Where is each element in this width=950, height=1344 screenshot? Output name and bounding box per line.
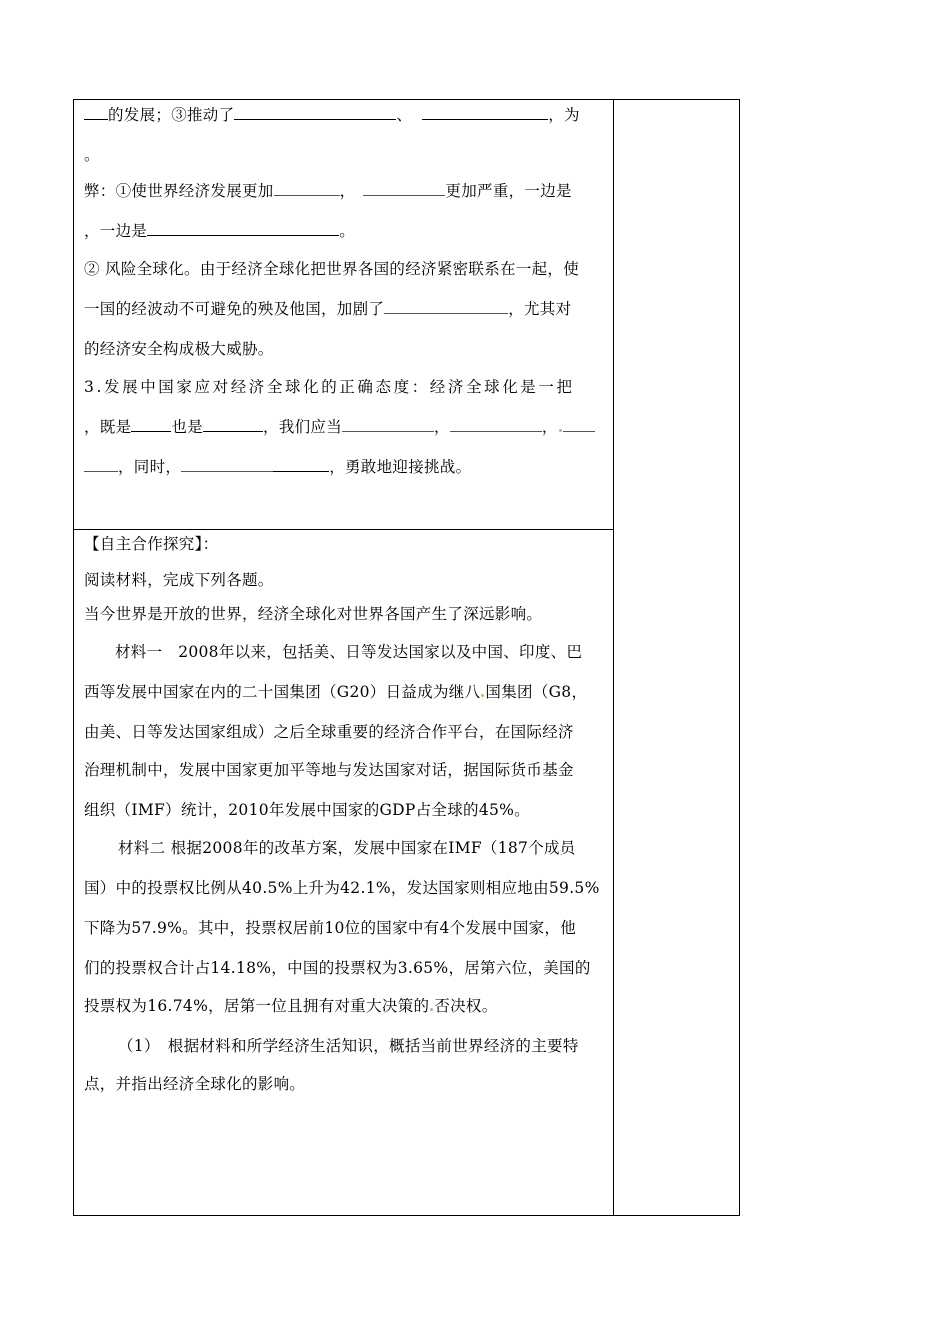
instruction: 阅读材料，完成下列各题。 [84, 571, 274, 589]
blank [363, 194, 445, 196]
text: ， [434, 418, 450, 436]
blank [131, 430, 171, 432]
material-1-line-1: 材料一 2008年以来，包括美、日等发达国家以及中国、印度、巴 [115, 643, 583, 661]
line-8: 3.发展中国家应对经济全球化的正确态度：经济全球化是一把 [84, 378, 575, 396]
material-2-line-3: 下降为57.9%。其中，投票权居前10位的国家中有4个发展中国家，他 [84, 919, 577, 937]
text: ，我们应当 [263, 418, 343, 436]
text: ，勇敢地迎接挑战。 [329, 458, 472, 476]
text: ， [339, 182, 356, 200]
line-5: ② 风险全球化。由于经济全球化把世界各国的经济紧密联系在一起，使 [84, 260, 580, 278]
blank [147, 234, 339, 236]
text: 也是 [171, 418, 204, 436]
material-2-line-4: 们的投票权合计占14.18%，中国的投票权为3.65%，居第六位，美国的 [84, 959, 591, 977]
text: ， [541, 418, 558, 436]
text: ，尤其对 [508, 300, 572, 318]
text: ，同时， [118, 458, 182, 476]
blank [84, 118, 108, 120]
blank [384, 312, 508, 314]
line-4 [84, 220, 606, 242]
blank [274, 194, 340, 196]
material-2-line-5 [84, 995, 606, 1017]
text: 弊：①使世界经济发展更加 [84, 182, 274, 200]
document-table [73, 99, 740, 1216]
intro: 当今世界是开放的世界，经济全球化对世界各国产生了深远影响。 [84, 605, 543, 623]
question-1-line-1: （1） 根据材料和所学经济生活知识，概括当前世界经济的主要特 [118, 1037, 579, 1055]
section-heading: 【自主合作探究】： [84, 535, 219, 553]
line-10 [84, 456, 606, 478]
text: 更加严重，一边是 [445, 182, 572, 200]
text: 西等发展中国家在内的二十国集团（G20）日益成为继八 [84, 683, 481, 701]
material-2-line-1: 材料二 根据2008年的改革方案，发展中国家在IMF（187个成员 [118, 839, 576, 857]
text: 投票权为16.74%，居第一位且拥有对重大决策的 [84, 997, 430, 1015]
text: 国集团（G8， [485, 683, 588, 701]
blank [84, 470, 118, 472]
line-1 [84, 104, 606, 126]
line-7: 的经济安全构成极大威胁。 [84, 340, 274, 358]
text: 。 [339, 222, 356, 240]
blank [181, 470, 273, 472]
text: ，为 [548, 106, 580, 124]
dot-mark [481, 694, 484, 697]
blank [234, 118, 396, 120]
text: ，一边是 [84, 222, 148, 240]
line-6 [84, 298, 606, 320]
blank [203, 430, 263, 432]
line-2: 。 [84, 146, 100, 164]
line-3 [84, 180, 606, 202]
material-1-line-2 [84, 681, 606, 703]
dot-mark [430, 1008, 433, 1011]
text: 、 [396, 106, 413, 124]
text: 的发展；③推动了 [108, 106, 235, 124]
material-1-line-5: 组织（IMF）统计，2010年发展中国家的GDP占全球的45%。 [84, 801, 530, 819]
blank [450, 430, 542, 432]
text: 一国的经波动不可避免的殃及他国，加剧了 [84, 300, 385, 318]
dot-mark [559, 429, 562, 432]
text: ，既是 [84, 418, 132, 436]
row-divider [74, 529, 613, 530]
text: 否决权。 [434, 997, 498, 1015]
material-1-line-3: 由美、日等发达国家组成）之后全球重要的经济合作平台，在国际经济 [84, 723, 574, 741]
blank [422, 118, 548, 120]
blank [273, 470, 329, 472]
blank [563, 430, 595, 432]
material-1-line-4: 治理机制中，发展中国家更加平等地与发达国家对话，据国际货币基金 [84, 761, 574, 779]
question-1-line-2: 点，并指出经济全球化的影响。 [84, 1075, 306, 1093]
line-9 [84, 416, 606, 438]
blank [342, 430, 434, 432]
column-divider [613, 100, 614, 1215]
material-2-line-2: 国）中的投票权比例从40.5%上升为42.1%，发达国家则相应地由59.5% [84, 879, 600, 897]
